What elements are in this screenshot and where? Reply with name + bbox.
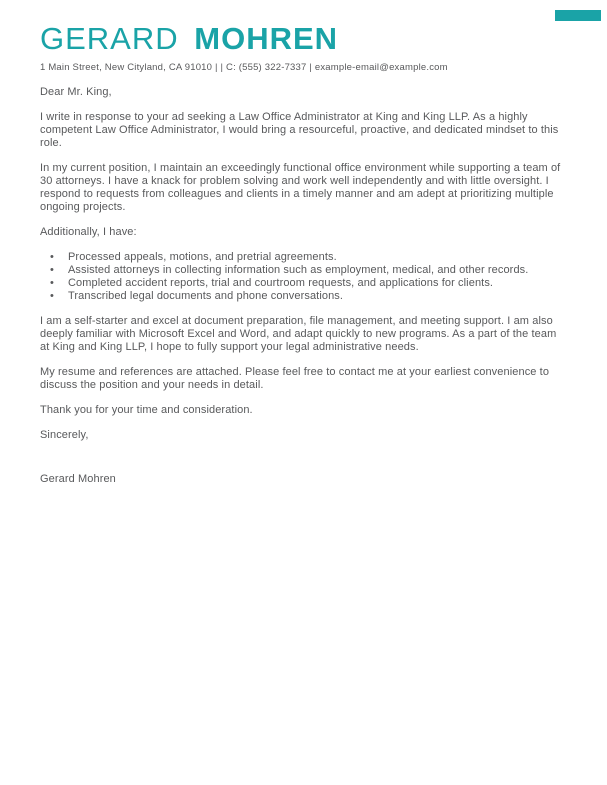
paragraph-skills: I am a self-starter and excel at document preparation, file management, and meeting support. I am also deeply familiar with Microsoft Excel and Word, and adapt quickly to new programs. As a part of the team at King and King LLP, I hope to fully support your legal administrative needs.	[40, 315, 557, 353]
paragraph-current-position: In my current position, I maintain an exceedingly functional office environment while supporting a team of 30 attorneys. I have a knack for problem solving and work well independently and with little oversight. I respond to requests from colleagues and clients in a timely manner and am adept at prioritizing multiple ongoing projects.	[40, 162, 561, 213]
bullet-item: • Transcribed legal documents and phone conversations.	[40, 290, 567, 303]
paragraph-thanks: Thank you for your time and consideration.	[40, 404, 253, 416]
bullet-item: • Processed appeals, motions, and pretrial agreements.	[40, 251, 567, 264]
bullet-intro: Additionally, I have:	[40, 226, 137, 238]
applicant-name	[40, 23, 567, 55]
letter-header	[40, 23, 567, 73]
bullet-item: • Assisted attorneys in collecting information such as employment, medical, and other records.	[40, 264, 567, 277]
paragraph-intro: I write in response to your ad seeking a Law Office Administrator at King and King LLP. As a highly competent Law Office Administrator, I would bring a resourceful, proactive, and dedicated mindset to this role.	[40, 111, 559, 149]
signature-name: Gerard Mohren	[40, 473, 116, 485]
letter-body	[40, 86, 567, 486]
applicant-last-name: MOHREN	[194, 21, 339, 56]
signoff: Sincerely,	[40, 429, 89, 441]
accent-bar	[555, 10, 601, 21]
applicant-first-name: GERARD	[40, 21, 179, 56]
paragraph-resume-attached: My resume and references are attached. Please feel free to contact me at your earliest convenience to discuss the position and your needs in detail.	[40, 366, 550, 391]
bullet-list	[40, 251, 567, 303]
greeting: Dear Mr. King,	[40, 86, 112, 98]
contact-line: 1 Main Street, New Cityland, CA 91010 | | C: (555) 322-7337 | example-email@example.com	[40, 62, 448, 73]
bullet-item: • Completed accident reports, trial and courtroom requests, and applications for clients.	[40, 277, 567, 290]
